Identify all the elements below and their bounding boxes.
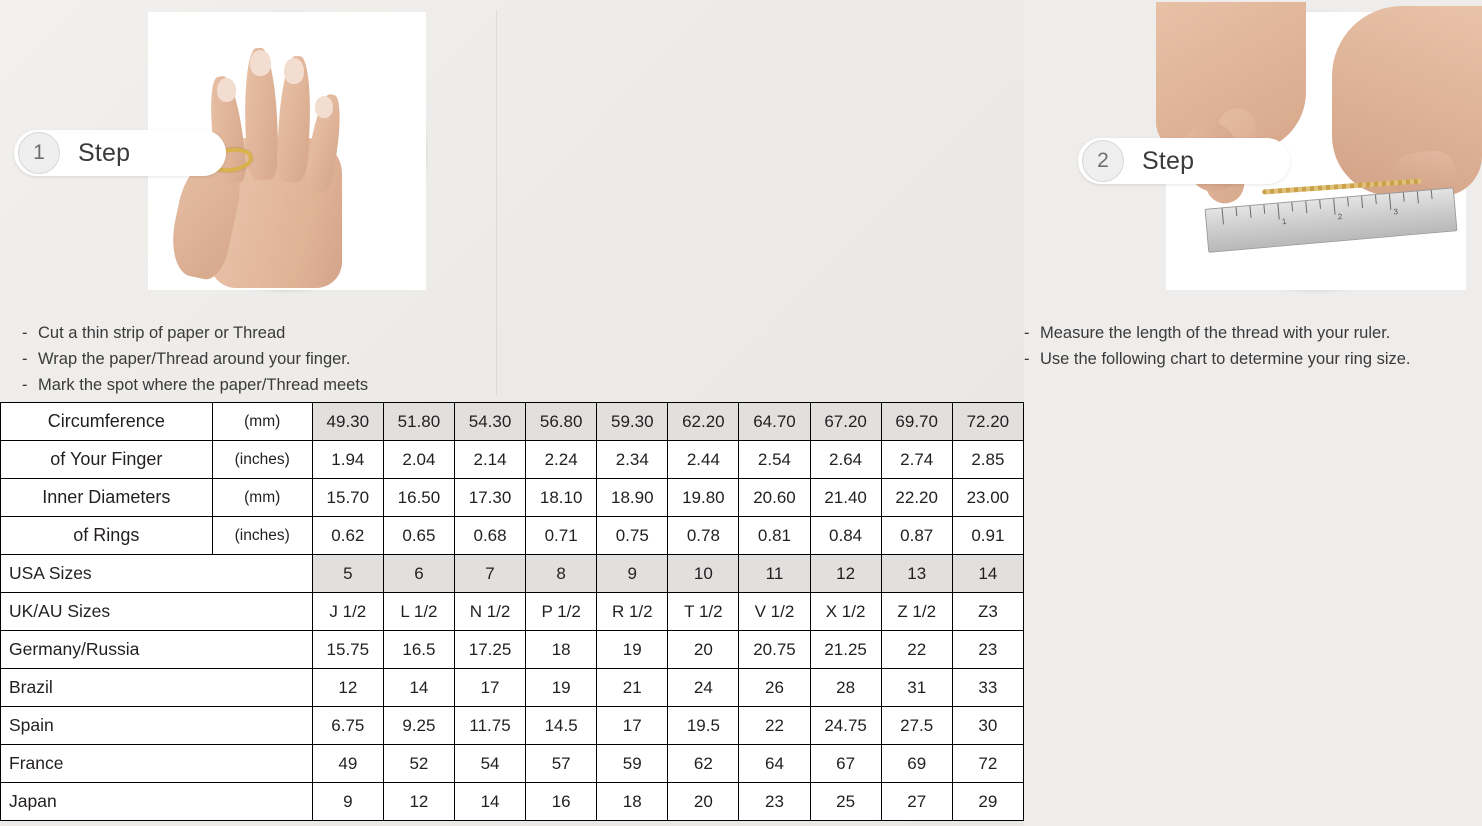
cell: 49.30 [312,403,383,441]
step-2-note-0 [1024,320,1411,346]
cell: 27 [881,783,952,821]
step-2-note-1-text: Use the following chart to determine your ring size. [1040,350,1411,368]
cell: 26 [739,669,810,707]
table-row [1,631,1024,669]
cell: 23 [739,783,810,821]
row-label-germany-russia: Germany/Russia [1,631,313,669]
cell: 64.70 [739,403,810,441]
row-label-uk-au-sizes: UK/AU Sizes [1,593,313,631]
cell: Z3 [952,593,1023,631]
cell: 69.70 [881,403,952,441]
step-1-note-0-text: Cut a thin strip of paper or Thread [38,324,286,342]
cell: 28 [810,669,881,707]
cell: 14 [952,555,1023,593]
table-row [1,669,1024,707]
table-row [1,593,1024,631]
ring-size-table [0,402,1024,821]
cell: 20 [668,631,739,669]
cell: 22.20 [881,479,952,517]
cell: V 1/2 [739,593,810,631]
cell: 14.5 [526,707,597,745]
table-row [1,441,1024,479]
cell: 2.14 [454,441,525,479]
cell: X 1/2 [810,593,881,631]
cell: R 1/2 [597,593,668,631]
row-unit-mm: (mm) [212,403,312,441]
cell: 67.20 [810,403,881,441]
step-1-column [0,0,512,400]
cell: 19.80 [668,479,739,517]
table-row [1,555,1024,593]
ruler-number-1: 1 [1281,216,1287,227]
cell: 18 [597,783,668,821]
column-divider [496,10,497,395]
step-1-note-1-text: Wrap the paper/Thread around your finger. [38,350,351,368]
cell: 17 [597,707,668,745]
cell: 16 [526,783,597,821]
cell: 2.85 [952,441,1023,479]
ruler-tick [1249,206,1251,218]
ruler-tick [1305,201,1307,213]
cell: 9 [597,555,668,593]
dash-bullet: - [1024,324,1030,342]
cell: 6 [383,555,454,593]
row-label-usa-sizes: USA Sizes [1,555,313,593]
dash-bullet: - [1024,350,1030,368]
cell: 52 [383,745,454,783]
cell: 0.84 [810,517,881,555]
ruler-number-2: 2 [1337,212,1343,222]
nail-middle [250,50,271,76]
step-1-note-2-text: Mark the spot where the paper/Thread meets [38,376,369,394]
cell: 62 [668,745,739,783]
step-2-number: 2 [1082,140,1124,182]
ruler-tick [1236,207,1238,216]
cell: 30 [952,707,1023,745]
row-label-circumference-2: of Your Finger [1,441,213,479]
cell: 49 [312,745,383,783]
step-2-label: Step [1142,146,1195,175]
cell: 11.75 [454,707,525,745]
ruler-tick [1375,195,1377,204]
cell: J 1/2 [312,593,383,631]
ruler-tick [1277,204,1279,220]
cell: 12 [383,783,454,821]
cell: 19 [526,669,597,707]
cell: 25 [810,783,881,821]
ruler-tick [1347,197,1349,206]
cell: 21 [597,669,668,707]
cell: T 1/2 [668,593,739,631]
cell: 23.00 [952,479,1023,517]
ruler-tick [1389,194,1391,210]
cell: 23 [952,631,1023,669]
cell: 16.5 [383,631,454,669]
nail-ring [284,58,304,84]
cell: 62.20 [668,403,739,441]
cell: 21.25 [810,631,881,669]
ruler-tick [1291,202,1293,211]
cell: 0.65 [383,517,454,555]
cell: 0.75 [597,517,668,555]
cell: 72 [952,745,1023,783]
cell: 18.10 [526,479,597,517]
ruler-tick [1361,196,1363,208]
cell: 59.30 [597,403,668,441]
cell: N 1/2 [454,593,525,631]
cell: 33 [952,669,1023,707]
cell: 2.44 [668,441,739,479]
row-label-france: France [1,745,313,783]
cell: 20 [668,783,739,821]
cell: 19 [597,631,668,669]
steps-section [0,0,1411,400]
row-label-spain: Spain [1,707,313,745]
ruler-tick [1403,193,1405,202]
row-label-inner-diameter-2: of Rings [1,517,213,555]
cell: L 1/2 [383,593,454,631]
cell: Z 1/2 [881,593,952,631]
cell: 0.62 [312,517,383,555]
step-1-badge [14,130,226,176]
cell: 17.30 [454,479,525,517]
cell: 12 [810,555,881,593]
step-1-note-1 [22,346,368,372]
cell: 9.25 [383,707,454,745]
table-row [1,403,1024,441]
cell: 15.75 [312,631,383,669]
cell: 9 [312,783,383,821]
cell: 22 [881,631,952,669]
ruler-tick [1319,200,1321,209]
cell: 67 [810,745,881,783]
cell: 0.78 [668,517,739,555]
ruler-tick [1222,208,1224,224]
table-row [1,783,1024,821]
ruler-tick [1263,205,1265,214]
row-unit-inches: (inches) [212,517,312,555]
cell: 72.20 [952,403,1023,441]
ruler-tick [1417,191,1419,203]
cell: 57 [526,745,597,783]
ruler-number-3: 3 [1393,207,1399,217]
step-1-number: 1 [18,132,60,174]
cell: 0.68 [454,517,525,555]
cell: 69 [881,745,952,783]
cell: 14 [454,783,525,821]
cell: 16.50 [383,479,454,517]
cell: 0.87 [881,517,952,555]
cell: 0.91 [952,517,1023,555]
cell: 2.34 [597,441,668,479]
step-1-instructions [22,320,368,398]
table-row [1,707,1024,745]
nail-index [217,78,236,102]
cell: 2.04 [383,441,454,479]
cell: 59 [597,745,668,783]
cell: 14 [383,669,454,707]
cell: 20.75 [739,631,810,669]
cell: 21.40 [810,479,881,517]
table-row [1,517,1024,555]
cell: 27.5 [881,707,952,745]
step-2-badge [1078,138,1290,184]
cell: 5 [312,555,383,593]
cell: 19.5 [668,707,739,745]
table-row [1,479,1024,517]
cell: P 1/2 [526,593,597,631]
cell: 15.70 [312,479,383,517]
cell: 12 [312,669,383,707]
cell: 10 [668,555,739,593]
cell: 54.30 [454,403,525,441]
cell: 2.24 [526,441,597,479]
cell: 22 [739,707,810,745]
cell: 7 [454,555,525,593]
cell: 18 [526,631,597,669]
cell: 56.80 [526,403,597,441]
row-unit-mm: (mm) [212,479,312,517]
cell: 2.54 [739,441,810,479]
step-1-note-2 [22,372,368,398]
row-unit-inches: (inches) [212,441,312,479]
ruler-shape [1205,187,1458,253]
cell: 17.25 [454,631,525,669]
row-label-circumference-1: Circumference [1,403,213,441]
row-label-inner-diameter-1: Inner Diameters [1,479,213,517]
cell: 8 [526,555,597,593]
cell: 0.81 [739,517,810,555]
cell: 13 [881,555,952,593]
cell: 24.75 [810,707,881,745]
row-label-japan: Japan [1,783,313,821]
cell: 2.74 [881,441,952,479]
cell: 51.80 [383,403,454,441]
cell: 20.60 [739,479,810,517]
cell: 24 [668,669,739,707]
cell: 2.64 [810,441,881,479]
nail-pinky [315,96,333,118]
step-1-note-0 [22,320,368,346]
cell: 11 [739,555,810,593]
cell: 29 [952,783,1023,821]
step-2-instructions [1024,320,1411,372]
step-1-label: Step [78,138,131,167]
dash-bullet: - [22,376,28,394]
cell: 1.94 [312,441,383,479]
dash-bullet: - [22,350,28,368]
step-2-note-0-text: Measure the length of the thread with your ruler. [1040,324,1391,342]
ruler-tick [1333,199,1335,215]
cell: 17 [454,669,525,707]
cell: 31 [881,669,952,707]
dash-bullet: - [22,324,28,342]
row-label-brazil: Brazil [1,669,313,707]
cell: 18.90 [597,479,668,517]
cell: 64 [739,745,810,783]
table-row [1,745,1024,783]
step-2-note-1 [1024,346,1411,372]
ruler-tick [1431,190,1433,199]
cell: 6.75 [312,707,383,745]
cell: 0.71 [526,517,597,555]
step-2-column [512,0,1411,400]
cell: 54 [454,745,525,783]
